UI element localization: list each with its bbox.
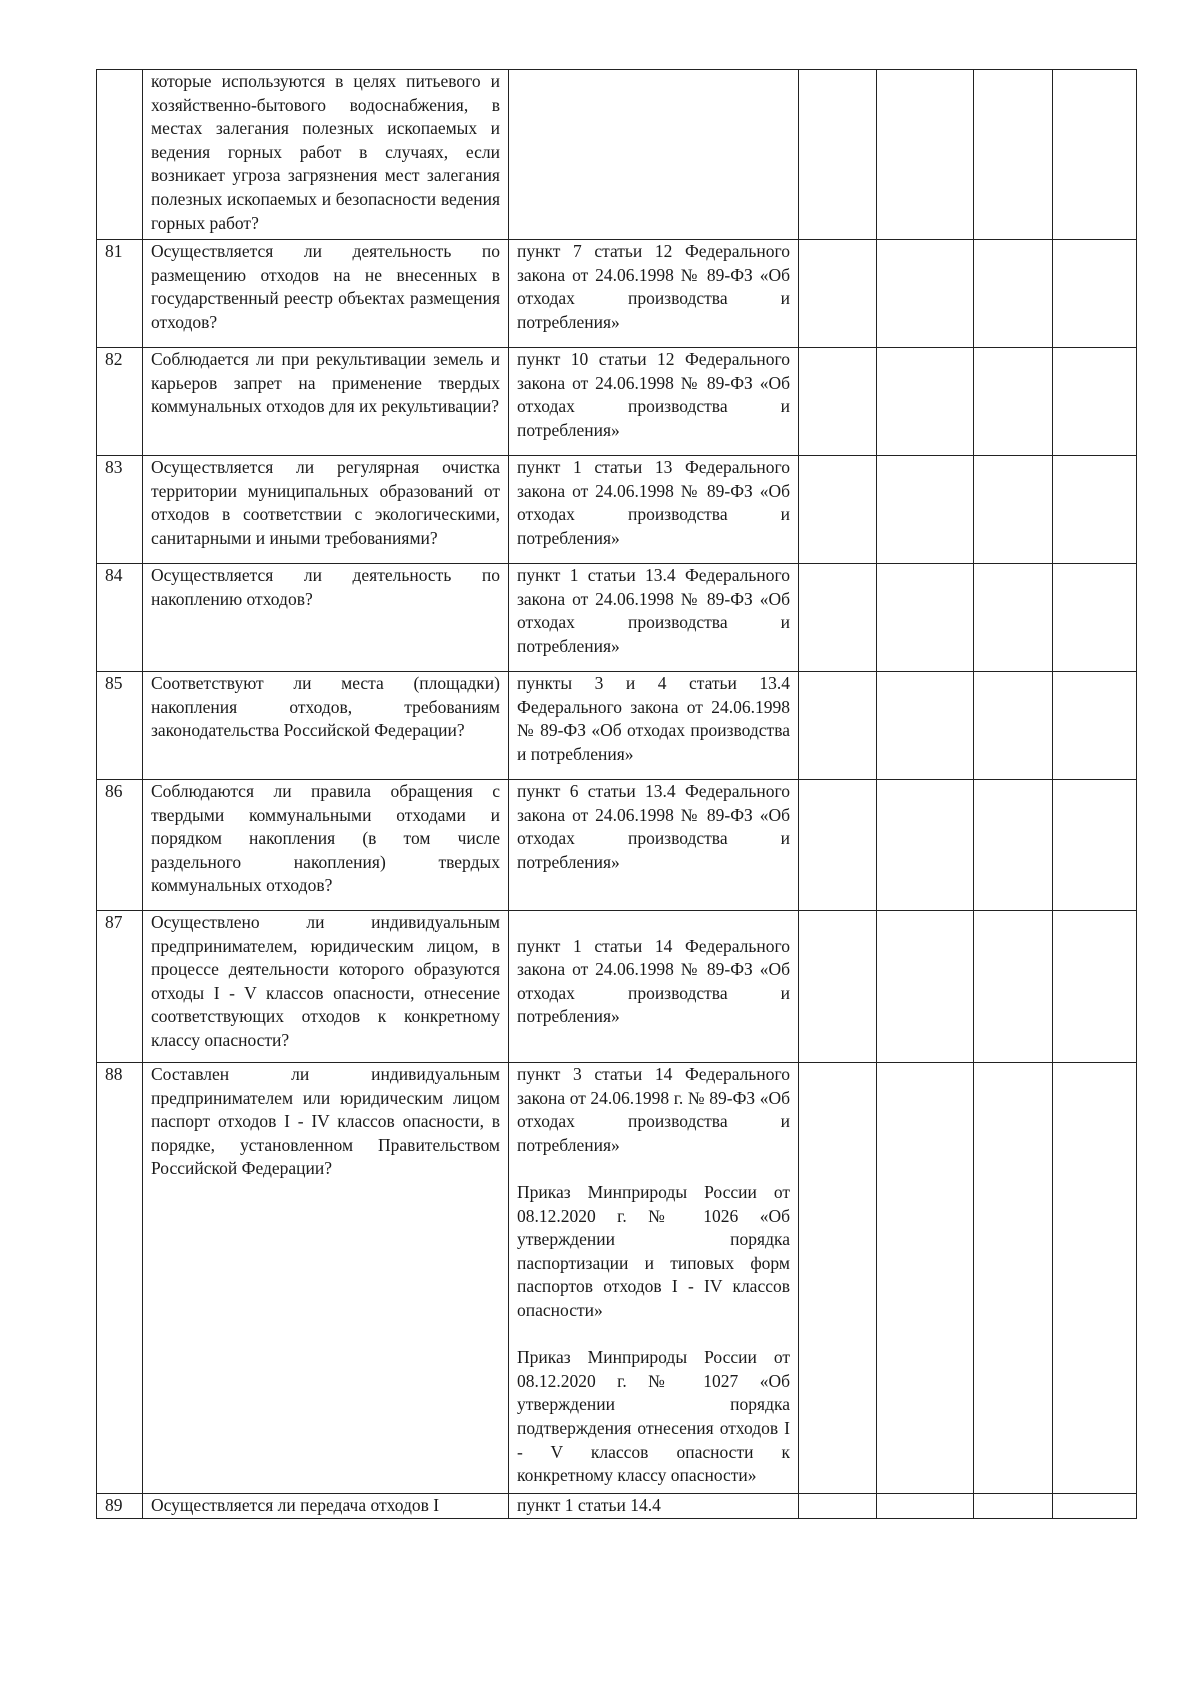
empty-cell (1053, 348, 1137, 456)
legal-reference-cell (509, 911, 799, 1063)
legal-reference: пункт 1 статьи 13.4 Федерального закона от 24.06.1998 № 89-ФЗ «Об отходах производства и потребления» (517, 565, 790, 656)
empty-cell (799, 780, 877, 911)
question-text: Соблюдается ли при рекультивации земель и карьеров запрет на применение твердых коммунальных отходов для их рекультивации? (143, 348, 509, 456)
empty-cell (877, 911, 974, 1063)
empty-cell (1053, 1494, 1137, 1519)
checklist-body (97, 70, 1137, 1519)
legal-reference-cell (509, 564, 799, 672)
legal-reference-cell (509, 672, 799, 780)
table-row (97, 911, 1137, 1063)
empty-cell (877, 240, 974, 348)
legal-reference: пункт 7 статьи 12 Федерального закона от 24.06.1998 № 89-ФЗ «Об отходах производства и потребления» (517, 241, 790, 332)
empty-cell (799, 456, 877, 564)
checklist-table (96, 69, 1137, 1519)
legal-reference: Приказ Минприроды России от 08.12.2020 г. № 1027 «Об утверждении порядка подтверждения отнесения отходов I - V классов опасности к конкретному классу опасности» (517, 1347, 790, 1486)
empty-cell (974, 456, 1053, 564)
legal-reference-cell (509, 780, 799, 911)
question-text: Осуществлено ли индивидуальным предпринимателем, юридическим лицом, в процессе деятельности которого образуются отходы I - V классов опасности, отнесение соответствующих отходов к конкретному классу опасности? (143, 911, 509, 1063)
empty-cell (877, 564, 974, 672)
empty-cell (799, 240, 877, 348)
empty-cell (799, 348, 877, 456)
question-text: Осуществляется ли деятельность по размещению отходов на не внесенных в государственный реестр объектах размещения отходов? (143, 240, 509, 348)
question-text: Осуществляется ли регулярная очистка территории муниципальных образований от отходов в соответствии с экологическими, санитарными и иными требованиями? (143, 456, 509, 564)
empty-cell (877, 1063, 974, 1494)
table-row (97, 456, 1137, 564)
item-number: 82 (97, 348, 143, 456)
table-row (97, 240, 1137, 348)
legal-reference: пункт 10 статьи 12 Федерального закона от 24.06.1998 № 89-ФЗ «Об отходах производства и потребления» (517, 349, 790, 440)
empty-cell (1053, 672, 1137, 780)
question-text: Составлен ли индивидуальным предпринимателем или юридическим лицом паспорт отходов I - IV классов опасности, в порядке, установленном Правительством Российской Федерации? (143, 1063, 509, 1494)
question-text: которые используются в целях питьевого и хозяйственно-бытового водоснабжения, в местах залегания полезных ископаемых и ведения горных работ в случаях, если возникает угроза загрязнения мест залегания полезных ископаемых и безопасности ведения горных работ? (143, 70, 509, 240)
legal-reference: пункт 6 статьи 13.4 Федерального закона от 24.06.1998 № 89-ФЗ «Об отходах производства и потребления» (517, 781, 790, 872)
empty-cell (1053, 240, 1137, 348)
empty-cell (1053, 456, 1137, 564)
legal-reference-cell (509, 70, 799, 240)
table-row (97, 1494, 1137, 1519)
legal-reference: пункт 1 статьи 14 Федерального закона от 24.06.1998 № 89-ФЗ «Об отходах производства и потребления» (517, 935, 790, 1027)
empty-cell (974, 780, 1053, 911)
legal-reference: пункт 1 статьи 14.4 (517, 1495, 661, 1515)
item-number: 88 (97, 1063, 143, 1494)
item-number (97, 70, 143, 240)
empty-cell (974, 672, 1053, 780)
item-number: 86 (97, 780, 143, 911)
question-text: Соблюдаются ли правила обращения с твердыми коммунальными отходами и порядком накопления (в том числе раздельного накопления) твердых коммунальных отходов? (143, 780, 509, 911)
question-text: Осуществляется ли передача отходов I (143, 1494, 509, 1519)
legal-reference-cell (509, 456, 799, 564)
empty-cell (1053, 780, 1137, 911)
empty-cell (799, 1494, 877, 1519)
empty-cell (974, 70, 1053, 240)
legal-reference-cell (509, 348, 799, 456)
legal-reference: пункты 3 и 4 статьи 13.4 Федерального закона от 24.06.1998 № 89-ФЗ «Об отходах производства и потребления» (517, 673, 790, 764)
legal-reference-cell (509, 1494, 799, 1519)
empty-cell (799, 564, 877, 672)
empty-cell (1053, 564, 1137, 672)
item-number: 85 (97, 672, 143, 780)
empty-cell (974, 1494, 1053, 1519)
empty-cell (877, 456, 974, 564)
table-row (97, 70, 1137, 240)
empty-cell (877, 70, 974, 240)
item-number: 81 (97, 240, 143, 348)
item-number: 89 (97, 1494, 143, 1519)
table-row (97, 672, 1137, 780)
item-number: 87 (97, 911, 143, 1063)
empty-cell (799, 70, 877, 240)
legal-reference: пункт 3 статьи 14 Федерального закона от 24.06.1998 г. № 89-ФЗ «Об отходах производства и потребления» (517, 1064, 790, 1155)
empty-cell (974, 240, 1053, 348)
item-number: 83 (97, 456, 143, 564)
legal-reference-cell (509, 240, 799, 348)
empty-cell (877, 1494, 974, 1519)
empty-cell (877, 348, 974, 456)
empty-cell (799, 911, 877, 1063)
empty-cell (799, 1063, 877, 1494)
empty-cell (974, 911, 1053, 1063)
table-row (97, 1063, 1137, 1494)
empty-cell (974, 348, 1053, 456)
empty-cell (877, 672, 974, 780)
table-row (97, 564, 1137, 672)
empty-cell (877, 780, 974, 911)
question-text: Соответствуют ли места (площадки) накопления отходов, требованиям законодательства Российской Федерации? (143, 672, 509, 780)
legal-reference: пункт 1 статьи 13 Федерального закона от 24.06.1998 № 89-ФЗ «Об отходах производства и потребления» (517, 457, 790, 548)
legal-reference: Приказ Минприроды России от 08.12.2020 г. № 1026 «Об утверждении порядка паспортизации и типовых форм паспортов отходов I - IV классов опасности» (517, 1181, 790, 1320)
legal-reference-cell (509, 1063, 799, 1494)
empty-cell (974, 1063, 1053, 1494)
item-number: 84 (97, 564, 143, 672)
empty-cell (1053, 911, 1137, 1063)
empty-cell (1053, 70, 1137, 240)
table-row (97, 780, 1137, 911)
empty-cell (799, 672, 877, 780)
empty-cell (1053, 1063, 1137, 1494)
question-text: Осуществляется ли деятельность по накоплению отходов? (143, 564, 509, 672)
blank-line (517, 911, 790, 935)
empty-cell (974, 564, 1053, 672)
table-row (97, 348, 1137, 456)
